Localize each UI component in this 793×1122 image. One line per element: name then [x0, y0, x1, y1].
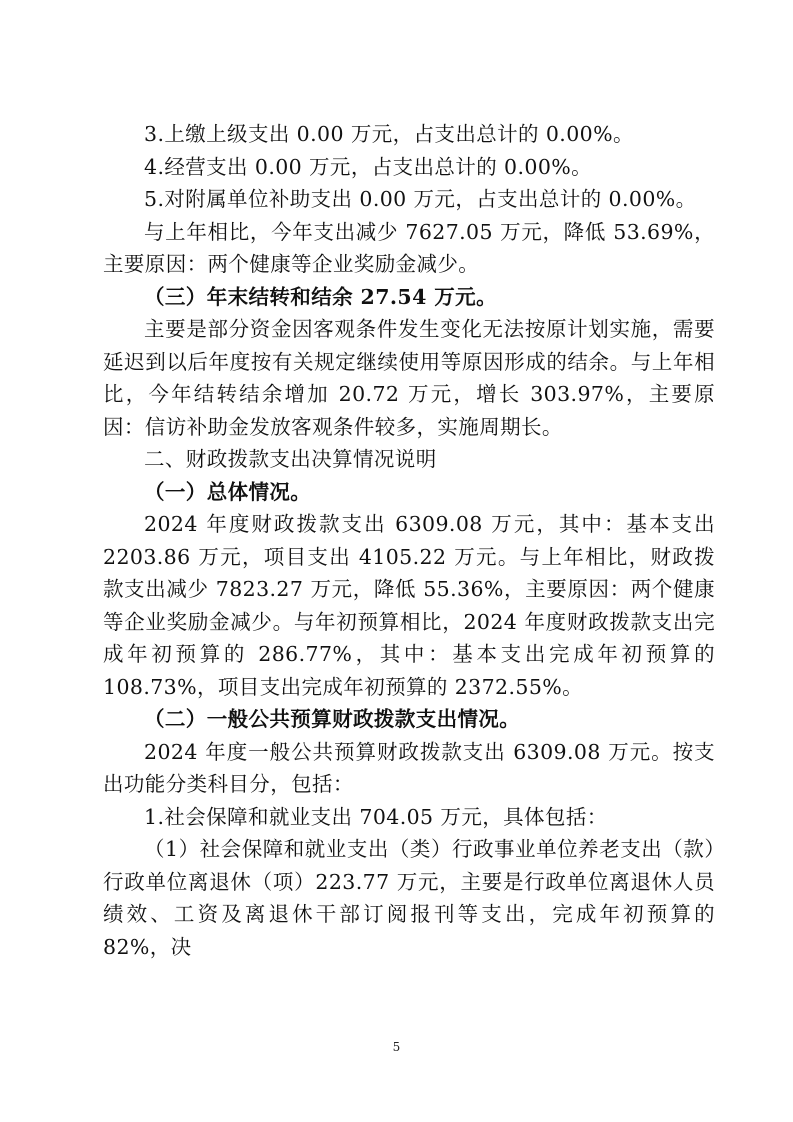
- paragraph-item-3-upper-remittance: 3.上缴上级支出 0.00 万元，占支出总计的 0.00%。: [144, 122, 634, 146]
- page-number: 5: [392, 1040, 401, 1054]
- paragraph-item-5-subsidiary-subsidy: 5.对附属单位补助支出 0.00 万元，占支出总计的 0.00%。: [144, 187, 697, 211]
- paragraph-balance-explanation: 主要是部分资金因客观条件发生变化无法按原计划实施，需要延迟到以后年度按有关规定继续使用等原因形成的结余。与上年相比，今年结转结余增加 20.72 万元，增长 303.97%，主要原因：信访补助金发放客观条件较多，实施周期长。: [103, 317, 715, 439]
- paragraph-social-security-item-1: （1）社会保障和就业支出（类）行政事业单位养老支出（款）行政单位离退休（项）223.77 万元，主要是行政单位离退休人员绩效、工资及离退休干部订阅报刊等支出，完成年初预算的 82%，决: [103, 837, 715, 959]
- paragraph-general-budget-details: 2024 年度一般公共预算财政拨款支出 6309.08 万元。按支出功能分类科目分，包括：: [103, 739, 715, 796]
- document-body: [103, 118, 715, 963]
- paragraph-item-4-operating-expenses: 4.经营支出 0.00 万元，占支出总计的 0.00%。: [144, 154, 593, 179]
- paragraph-overall-details: 2024 年度财政拨款支出 6309.08 万元，其中：基本支出 2203.86 万元，项目支出 4105.22 万元。与上年相比，财政拨款支出减少 7823.27 万元，降低 55.36%，主要原因：两个健康等企业奖励金减少。与年初预算相比，2024 年度财政拨款支出完成年初预算的 286.77%，其中：基本支出完成年初预算的 108.73%，项目支出完成年初预算的 2372.55%。: [103, 512, 715, 699]
- section-heading-fiscal-appropriation: 二、财政拨款支出决算情况说明: [144, 447, 437, 471]
- paragraph-year-comparison: 与上年相比，今年支出减少 7627.05 万元，降低 53.69%，主要原因：两个健康等企业奖励金减少。: [103, 219, 715, 276]
- section-heading-overall: （一）总体情况。: [144, 479, 312, 504]
- section-heading-general-budget: （二）一般公共预算财政拨款支出情况。: [144, 707, 521, 731]
- section-heading-year-end-balance: （三）年末结转和结余 27.54 万元。: [144, 284, 497, 309]
- paragraph-social-security-total: 1.社会保障和就业支出 704.05 万元，具体包括：: [144, 804, 608, 829]
